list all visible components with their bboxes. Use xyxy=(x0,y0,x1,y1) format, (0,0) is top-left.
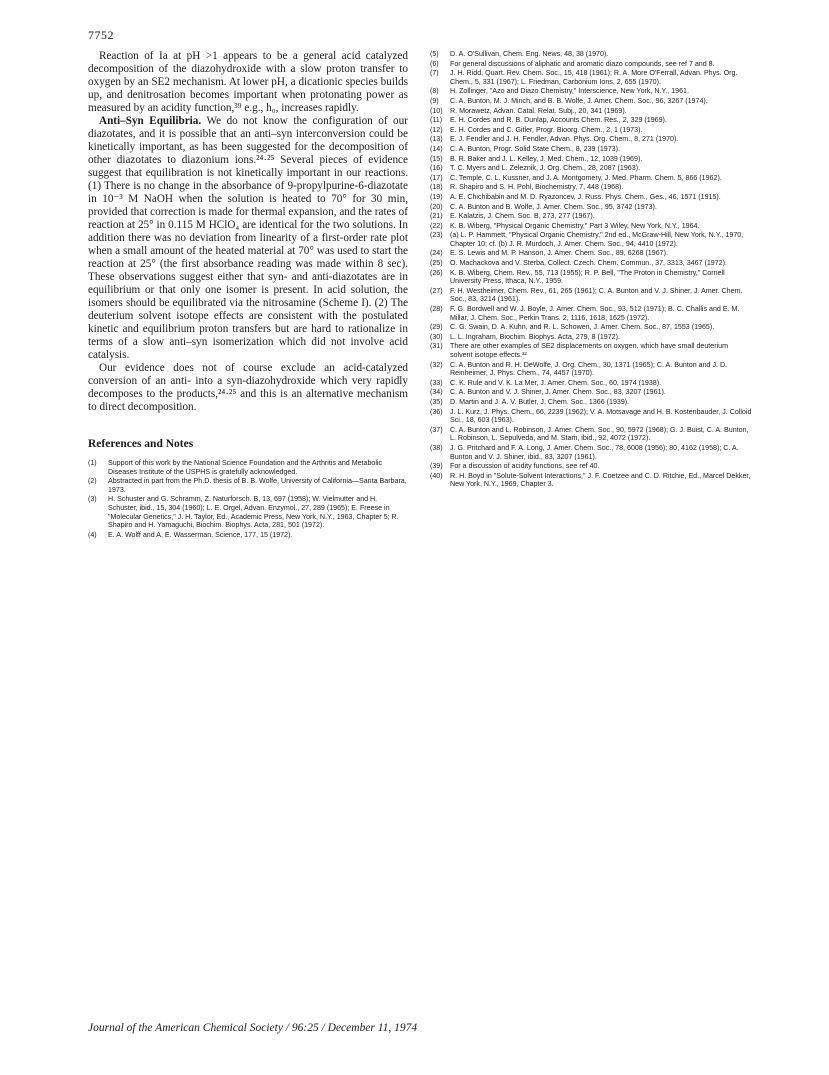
reference-text: R. H. Boyd in "Solute-Solvent Interactions," J. F. Coetzee and C. D. Ritchie, Ed., Marcel Dekker, New York, N.Y., 1969, Chapter 3. xyxy=(450,471,751,489)
reference-number: (14) xyxy=(430,144,443,153)
reference-number: (6) xyxy=(430,59,439,68)
page-number: 7752 xyxy=(88,28,114,42)
reference-number: (37) xyxy=(430,425,443,434)
reference-item xyxy=(88,495,408,529)
reference-item xyxy=(430,60,752,69)
reference-number: (16) xyxy=(430,164,443,173)
reference-item xyxy=(430,135,752,144)
reference-item xyxy=(430,183,752,192)
references-list-right xyxy=(430,50,752,489)
reference-text: A. E. Chichibabin and M. D. Ryazoncev, J. Russ. Phys. Chem., Ges., 46, 1571 (1915). xyxy=(450,192,721,201)
reference-text: Abstracted in part from the Ph.D. thesis of B. B. Wolfe, University of California—Santa Barbara, 1973. xyxy=(108,477,407,494)
reference-number: (28) xyxy=(430,305,443,314)
references-list-left xyxy=(88,459,408,539)
reference-number: (7) xyxy=(430,69,439,78)
reference-item xyxy=(430,408,752,425)
reference-number: (35) xyxy=(430,397,443,406)
reference-item xyxy=(430,164,752,173)
reference-item xyxy=(430,97,752,106)
references-heading: References and Notes xyxy=(88,438,194,450)
reference-item xyxy=(88,459,408,476)
reference-number: (27) xyxy=(430,286,443,295)
reference-item xyxy=(430,333,752,342)
reference-item xyxy=(430,462,752,471)
left-column xyxy=(88,50,408,540)
reference-item xyxy=(430,379,752,388)
reference-item xyxy=(430,287,752,304)
reference-number: (31) xyxy=(430,342,443,351)
paragraph-3: Our evidence does not of course exclude an acid-catalyzed conversion of an anti- into a syn-diazohydroxide which very rapidly decomposes to the products,²⁴·²⁵ and this is an alternative mechanism to direct decomposition. xyxy=(88,362,408,413)
reference-text: E. S. Lewis and M. P. Hanson, J. Amer. Chem. Soc., 89, 6268 (1967). xyxy=(450,249,668,258)
right-column xyxy=(430,50,752,490)
reference-text: C. G. Swain, D. A. Kuhn, and R. L. Schowen, J. Amer. Chem. Soc., 87, 1553 (1965). xyxy=(450,323,715,332)
reference-text: C. A. Bunton and B. Wolfe, J. Amer. Chem. Soc., 95, 3742 (1973). xyxy=(450,202,657,211)
reference-item xyxy=(430,269,752,286)
reference-number: (38) xyxy=(430,443,443,452)
reference-number: (29) xyxy=(430,323,443,332)
reference-number: (24) xyxy=(430,249,443,258)
reference-item xyxy=(430,342,752,359)
reference-text: R. Morawetz, Advan. Catal. Relat. Subj., 20, 341 (1969). xyxy=(450,106,627,115)
reference-text: L. L. Ingraham, Biochim. Biophys. Acta, 279, 8 (1972). xyxy=(450,332,620,341)
reference-text: K. B. Wiberg, "Physical Organic Chemistry," Part 3 Wiley, New York, N.Y., 1964. xyxy=(450,221,700,230)
reference-text: T. C. Myers and L. Zeleznik, J. Org. Chem., 28, 2087 (1963). xyxy=(450,164,641,173)
reference-number: (15) xyxy=(430,154,443,163)
reference-item xyxy=(430,259,752,268)
reference-text: K. B. Wiberg, Chem. Rev., 55, 713 (1955); R. P. Bell, "The Proton in Chemistry," Cornell University Press, Ithaca, N.Y., 1959. xyxy=(450,268,725,286)
reference-item xyxy=(430,193,752,202)
reference-number: (2) xyxy=(88,477,97,486)
reference-text: C. A. Bunton, Progr. Solid State Chem., 8, 239 (1973). xyxy=(450,144,620,153)
reference-item xyxy=(430,174,752,183)
reference-text: C. A. Bunton, M. J. Minch, and B. B. Wolfe, J. Amer. Chem. Soc., 96, 3267 (1974). xyxy=(450,96,708,105)
paragraph-2-text: We do not know the configuration of our diazotates, and it is possible that an anti–syn interconversion could be kinetically important, as has been suggested for the decomposition of other diazotates to diazonium ions.²⁴·²⁵ Several pieces of evidence suggest that equilibration is not kinetically important in our reactions. (1) There is no change in the absorbance of 9-propylpurine-6-diazotate in 10⁻³ M NaOH when the solution is heated to 70° for 30 min, provided that correction is made for thermal expansion, and the rates of reaction at 25° in 0.115 M HClO₄ are identical for the two solutions. In addition there was no deviation from linearity of a first-order rate plot when a small amount of the heated material at 70° was used to start the reaction at 25° (the first absorbance reading was made within 8 sec). These observations suggest either that syn- and anti-diazotates are in equilibrium or that only one isomer is present. In acid solution, the isomers should be equilibrated via the nitrosamine (Scheme I). (2) The deuterium solvent isotope effects are consistent with the postulated kinetic and equilibrium proton transfers but are hard to rationalize in terms of a slow anti–syn isomerization which did not involve acid catalysis. xyxy=(88,115,408,361)
reference-text: For a discussion of acidity functions, see ref 40. xyxy=(450,462,600,471)
reference-number: (23) xyxy=(430,231,443,240)
reference-number: (5) xyxy=(430,50,439,58)
paragraph-1: Reaction of Ia at pH >1 appears to be a general acid catalyzed decomposition of the diazohydroxide with a slow proton transfer to oxygen by an SE2 mechanism. At lower pH, a dicationic species builds up, and denitrosation becomes important when protonating power as measured by an acidity function,³⁹ e.g., h₀, increases rapidly. xyxy=(88,50,408,114)
reference-item xyxy=(430,145,752,154)
reference-text: B. R. Baker and J. L. Kelley, J. Med. Chem., 12, 1039 (1969). xyxy=(450,154,643,163)
reference-item xyxy=(430,155,752,164)
reference-text: For general discussions of aliphatic and aromatic diazo compounds, see ref 7 and 8. xyxy=(450,59,715,68)
reference-item xyxy=(430,305,752,322)
reference-number: (20) xyxy=(430,202,443,211)
reference-text: C. A. Bunton and V. J. Shiner, J. Amer. Chem. Soc., 83, 3207 (1961). xyxy=(450,388,666,397)
reference-text: E. J. Fendler and J. H. Fendler, Advan. Phys. Org. Chem., 8, 271 (1970). xyxy=(450,135,679,144)
reference-number: (4) xyxy=(88,530,97,539)
reference-number: (17) xyxy=(430,173,443,182)
reference-text: C. A. Bunton and L. Robinson, J. Amer. Chem. Soc., 90, 5972 (1968); G. J. Buist, C. A. Bunton, L. Robinson, L. Sepulveda, and M. Stam, ibid., 92, 4072 (1972). xyxy=(450,425,749,443)
reference-text: H. Zollinger, "Azo and Diazo Chemistry," Interscience, New York, N.Y., 1961. xyxy=(450,87,689,96)
reference-number: (25) xyxy=(430,259,443,268)
reference-item xyxy=(430,249,752,258)
reference-item xyxy=(88,477,408,494)
reference-number: (21) xyxy=(430,212,443,221)
reference-item xyxy=(430,107,752,116)
reference-text: J. H. Ridd, Quart. Rev. Chem. Soc., 15, 418 (1961); R. A. More O'Ferrall, Advan. Phys. Org. Chem., 5, 331 (1967); L. Friedman, Carbonium Ions, 2, 655 (1970). xyxy=(450,69,738,86)
reference-number: (18) xyxy=(430,183,443,192)
body-text xyxy=(88,50,408,414)
reference-text: D. Martin and J. A. V. Butler, J. Chem. Soc., 1366 (1939). xyxy=(450,397,630,406)
reference-text: C. Temple, C. L. Kussner, and J. A. Montgomery, J. Med. Pharm. Chem. 5, 866 (1962). xyxy=(450,173,722,182)
reference-item xyxy=(430,69,752,86)
reference-number: (26) xyxy=(430,268,443,277)
reference-item xyxy=(430,444,752,461)
reference-number: (40) xyxy=(430,471,443,480)
reference-number: (12) xyxy=(430,125,443,134)
reference-text: D. A. O'Sullivan, Chem. Eng. News, 48, 38 (1970). xyxy=(450,50,609,58)
reference-number: (39) xyxy=(430,462,443,471)
reference-text: E. A. Wolff and A. E. Wasserman, Science, 177, 15 (1972). xyxy=(108,530,293,539)
reference-number: (1) xyxy=(88,459,97,467)
journal-footer: Journal of the American Chemical Society / 96:25 / December 11, 1974 xyxy=(88,1022,418,1034)
reference-text: J. G. Pritchard and F. A. Long, J. Amer. Chem. Soc., 78, 6008 (1956); 80, 4162 (1958); C. A. Bunton and V. J. Shiner, ibid., 83, 3207 (1961). xyxy=(450,443,739,461)
reference-number: (19) xyxy=(430,192,443,201)
reference-item xyxy=(430,116,752,125)
reference-text: C. K. Rule and V. K. La Mer, J. Amer. Chem. Soc., 60, 1974 (1938). xyxy=(450,378,662,387)
reference-item xyxy=(430,126,752,135)
reference-item xyxy=(430,361,752,378)
reference-item xyxy=(430,212,752,221)
reference-item xyxy=(430,472,752,489)
reference-text: F. H. Westheimer, Chem. Rev., 61, 265 (1961); C. A. Bunton and V. J. Shiner, J. Amer. Chem. Soc., 83, 3214 (1961). xyxy=(450,286,743,304)
reference-number: (32) xyxy=(430,360,443,369)
reference-text: E. H. Cordes and R. B. Dunlap, Accounts Chem. Res., 2, 329 (1969). xyxy=(450,116,667,125)
reference-number: (9) xyxy=(430,96,439,105)
paragraph-2 xyxy=(88,115,408,362)
reference-item xyxy=(430,203,752,212)
reference-text: E. Kalatzis, J. Chem. Soc. B, 273, 277 (1967). xyxy=(450,212,595,221)
reference-text: E. H. Cordes and C. Gitler, Progr. Bioorg. Chem., 2, 1 (1973). xyxy=(450,125,643,134)
reference-number: (36) xyxy=(430,407,443,416)
reference-item xyxy=(430,426,752,443)
reference-item xyxy=(430,231,752,248)
reference-text: O. Machackova and V. Sterba, Collect. Czech. Chem. Commun., 37, 3313, 3467 (1972). xyxy=(450,259,727,268)
reference-text: C. A. Bunton and R. H. DeWolfe, J. Org. Chem., 30, 1371 (1965); C. A. Bunton and J. D. Reinheimer, J. Phys. Chem., 74, 4457 (1970). xyxy=(450,360,728,378)
reference-item xyxy=(430,50,752,59)
reference-text: (a) L. P. Hammett, "Physical Organic Chemistry," 2nd ed., McGraw-Hill, New York, N.Y., 1970, Chapter 10; cf. (b) J. R. Murdoch, J. Amer. Chem. Soc., 94, 4410 (1972). xyxy=(450,231,744,248)
reference-text: H. Schuster and G. Schramm, Z. Naturforsch. B, 13, 697 (1958); W. Vielmutter and H. Schuster, ibid., 15, 304 (1960); L. E. Orgel, Advan. Enzymol., 27, 289 (1965); E. Freese in "Molecular Genetics," J. H. Taylor, Ed., Academic Press, New York, N.Y., 1963, Chapter 5; R. Shapiro and H. Yamaguchi, Biochim. Biophys. Acta, 281, 501 (1972). xyxy=(108,495,399,530)
reference-text: Support of this work by the National Science Foundation and the Arthritis and Metabolic Diseases Institute of the USPHS is gratefully acknowledged. xyxy=(108,459,383,476)
reference-number: (34) xyxy=(430,388,443,397)
reference-item xyxy=(430,388,752,397)
reference-number: (22) xyxy=(430,221,443,230)
reference-text: J. L. Kurz, J. Phys. Chem., 66, 2239 (1962); V. A. Motsavage and H. B. Kostenbauder, J. Colloid Sci., 18, 603 (1963). xyxy=(450,407,752,425)
reference-number: (33) xyxy=(430,378,443,387)
reference-number: (3) xyxy=(88,495,97,504)
reference-number: (10) xyxy=(430,106,443,115)
reference-item xyxy=(430,323,752,332)
reference-text: R. Shapiro and S. H. Pohl, Biochemistry, 7, 448 (1968). xyxy=(450,183,624,192)
section-heading-anti-syn: Anti–Syn Equilibria. xyxy=(99,115,202,127)
reference-number: (8) xyxy=(430,87,439,96)
reference-item xyxy=(88,531,408,540)
reference-number: (30) xyxy=(430,332,443,341)
reference-text: There are other examples of SE2 displacements on oxygen, which have small deuterium solvent isotope effects.³² xyxy=(450,342,728,359)
reference-item xyxy=(430,222,752,231)
reference-number: (11) xyxy=(430,116,443,125)
reference-number: (13) xyxy=(430,135,443,144)
reference-item xyxy=(430,398,752,407)
reference-text: F. G. Bordwell and W. J. Boyle, J. Amer. Chem. Soc., 93, 512 (1971); B. C. Challis and E. M. Millar, J. Chem. Soc., Perkin Trans. 2, 1116, 1618, 1625 (1972). xyxy=(450,305,740,322)
reference-item xyxy=(430,87,752,96)
